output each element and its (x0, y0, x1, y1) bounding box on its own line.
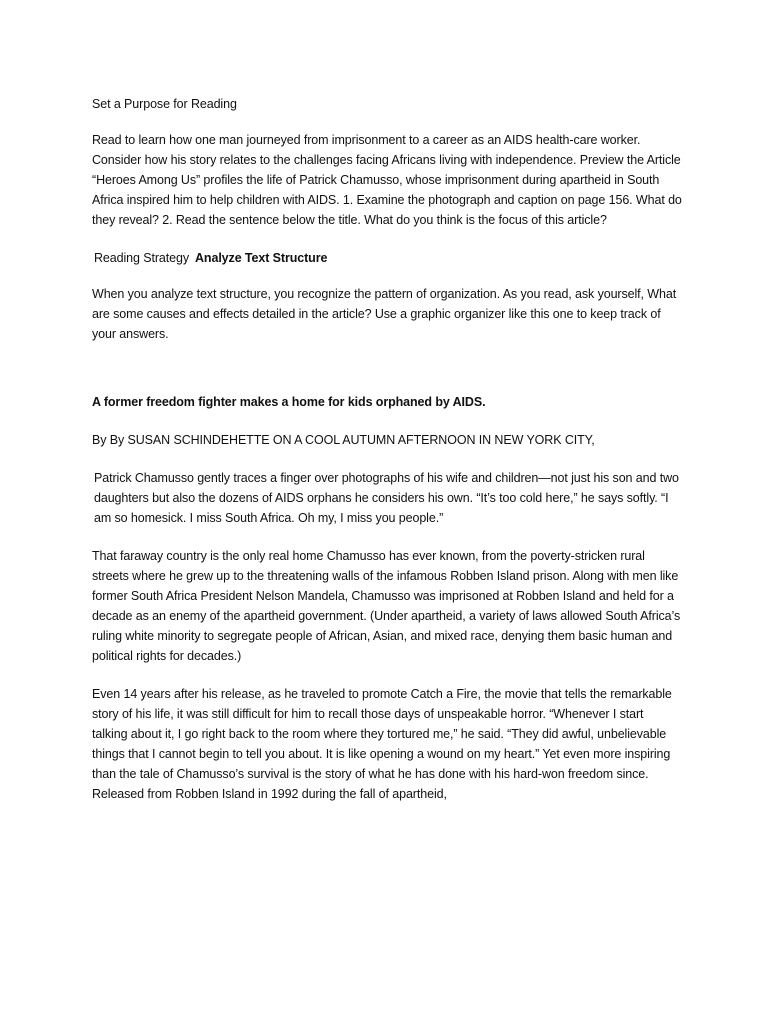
byline: By By SUSAN SCHINDEHETTE ON A COOL AUTUMN AFTERNOON IN NEW YORK CITY, (92, 433, 595, 447)
purpose-heading: Set a Purpose for Reading (92, 97, 237, 111)
section-spacer (92, 362, 682, 392)
document-page (92, 94, 682, 822)
strategy-label: Reading Strategy (94, 251, 189, 265)
strategy-title: Analyze Text Structure (195, 251, 328, 265)
reading-strategy-heading (92, 248, 682, 268)
strategy-paragraph: When you analyze text structure, you recognize the pattern of organization. As you read, ask yourself, What are some causes and effects detailed in the article? Use a graphic organizer like this one to keep track of your answers. (92, 287, 677, 341)
article-paragraph-1: Patrick Chamusso gently traces a finger over photographs of his wife and children—not just his son and two daughters but also the dozens of AIDS orphans he considers his own. “It’s too cold here,” he says softly. “I am so homesick. I miss South Africa. Oh my, I miss you people.” (94, 471, 679, 525)
article-paragraph-2: That faraway country is the only real home Chamusso has ever known, from the poverty-stricken rural streets where he grew up to the threatening walls of the infamous Robben Island prison. Along with men like former South Africa President Nelson Mandela, Chamusso was imprisoned at Robben Island and held for a decade as an enemy of the apartheid government. (Under apartheid, a variety of laws allowed South Africa’s ruling white minority to segregate people of African, Asian, and mixed race, denying them basic human and political rights for decades.) (92, 549, 681, 663)
article-paragraph-3: Even 14 years after his release, as he traveled to promote Catch a Fire, the movie that tells the remarkable story of his life, it was still difficult for him to recall those days of unspeakable horror. “Whenever I start talking about it, I go right back to the room where they tortured me,” he said. “They did awful, unbelievable things that I cannot begin to tell you about. It is like opening a wound on my heart.” Yet even more inspiring than the tale of Chamusso’s survival is the story of what he has done with his hard-won freedom since. Released from Robben Island in 1992 during the fall of apartheid, (92, 687, 672, 801)
article-headline: A former freedom fighter makes a home for kids orphaned by AIDS. (92, 395, 486, 409)
purpose-paragraph: Read to learn how one man journeyed from imprisonment to a career as an AIDS health-care worker. Consider how his story relates to the challenges facing Africans living with independence. Preview the Article “Heroes Among Us” profiles the life of Patrick Chamusso, whose imprisonment during apartheid in South Africa inspired him to help children with AIDS. 1. Examine the photograph and caption on page 156. What do they reveal? 2. Read the sentence below the title. What do you think is the focus of this article? (92, 133, 682, 227)
